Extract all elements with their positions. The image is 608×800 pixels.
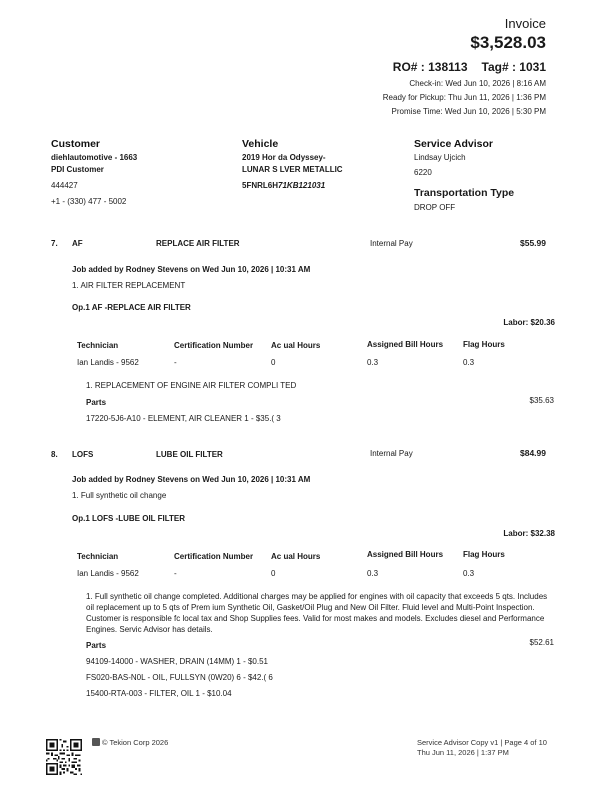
part-line: 17220-5J6-A10 - ELEMENT, AIR CLEANER 1 - $35.( 3 [86,414,281,423]
header-flag-hours: Flag Hours [463,550,505,559]
job-pay-type: Internal Pay [370,239,413,248]
advisor-heading: Service Advisor [414,138,493,150]
job-total: $55.99 [520,238,546,248]
advisor-id: 6220 [414,168,432,177]
header-certification: Certification Number [174,552,254,561]
check-in-time: Check-in: Wed Jun 10, 2026 | 8:16 AM [409,79,546,88]
job-operation: Op.1 AF -REPLACE AIR FILTER [72,303,191,312]
parts-heading: Parts [86,398,107,407]
header-actual-hours: Ac ual Hours [271,341,321,350]
job-concern: 1. Full synthetic oil change [72,491,167,500]
customer-type: PDI Customer [51,165,104,174]
transport-value: DROP OFF [414,203,456,212]
qr-code [46,739,82,775]
technician-name: Ian Landis - 9562 [77,358,139,367]
job-total: $84.99 [520,448,546,458]
parts-total: $35.63 [529,396,554,405]
ro-tag-line [383,60,546,74]
tech-note: 1. Full synthetic oil change completed. Additional charges may be applied for engines with oil capacity that exceeds 5 qts. Includes oil replacement up to 5 qts of Prem ium Synthetic Oil, Gasket/Oil Plug and New Oil Filter. Fluid level and Multi-Point Inspection. Customer is responsible fc local tax and Shop Supplies fees. Valid for most makes and models. Excludes diesel and Performance Engines. Servic Advisor has details. [86,592,548,634]
advisor-name: Lindsay Ujcich [414,153,466,162]
footer-copy-info: Service Advisor Copy v1 | Page 4 of 10 [417,738,547,747]
tag-number: Tag# : 1031 [481,60,546,74]
job-labor: Labor: $20.36 [503,318,555,327]
assigned-hours: 0.3 [367,569,379,578]
customer-number: 444427 [51,181,78,190]
ro-number: RO# : 138113 [392,60,468,74]
technician-name: Ian Landis - 9562 [77,569,139,578]
vehicle-vin [242,180,343,192]
part-line: 94109-14000 - WASHER, DRAIN (14MM) 1 - $0.51 [86,657,268,666]
flag-hours: 0.3 [463,569,475,578]
customer-name: diehlautomotive - 1663 [51,153,138,162]
parts-total: $52.61 [529,638,554,647]
tech-note: 1. REPLACEMENT OF ENGINE AIR FILTER COMPLI TED [86,381,297,390]
part-line: FS020-BAS-N0L - OIL, FULLSYN (0W20) 6 - $42.( 6 [86,673,273,682]
header-assigned-hours: Assigned Bill Hours [367,340,444,349]
actual-hours: 0 [271,569,276,578]
customer-phone: +1 - (330) 477 - 5002 [51,197,127,206]
part-line: 15400-RTA-003 - FILTER, OIL 1 - $10.04 [86,689,232,698]
job-number: 8. [51,450,58,459]
vehicle-heading: Vehicle [242,138,279,150]
copyright-text: © Tekion Corp 2026 [102,738,169,747]
vehicle-block [242,138,343,192]
header-technician: Technician [77,552,119,561]
job-added-by: Job added by Rodney Stevens on Wed Jun 10, 2026 | 10:31 AM [72,265,311,274]
certification-number: - [174,358,177,367]
customer-heading: Customer [51,138,101,150]
header-actual-hours: Ac ual Hours [271,552,321,561]
header-assigned-hours: Assigned Bill Hours [367,550,444,559]
vin-prefix: 5FNRL6H [242,181,279,190]
footer-timestamp: Thu Jun 11, 2026 | 1:37 PM [417,748,509,757]
invoice-title: Invoice [504,16,546,31]
job-labor: Labor: $32.38 [503,529,555,538]
flag-hours: 0.3 [463,358,475,367]
job-pay-type: Internal Pay [370,449,413,458]
footer-copyright [92,737,168,748]
ready-pickup-time: Ready for Pickup: Thu Jun 11, 2026 | 1:36 PM [382,93,546,102]
invoice-total: $3,528.03 [470,33,546,52]
job-added-by: Job added by Rodney Stevens on Wed Jun 10, 2026 | 10:31 AM [72,475,311,484]
job-operation: Op.1 LOFS -LUBE OIL FILTER [72,514,186,523]
invoice-header [383,16,546,119]
promise-time: Promise Time: Wed Jun 10, 2026 | 5:30 PM [391,107,546,116]
vehicle-model: 2019 Hor da Odyssey- [242,153,326,162]
job-concern: 1. AIR FILTER REPLACEMENT [72,281,186,290]
parts-heading: Parts [86,641,107,650]
job-title: LUBE OIL FILTER [156,450,223,459]
advisor-block [414,138,514,214]
actual-hours: 0 [271,358,276,367]
tekion-logo-icon [92,738,100,746]
vehicle-color: LUNAR S LVER METALLIC [242,165,343,174]
certification-number: - [174,569,177,578]
header-certification: Certification Number [174,341,254,350]
assigned-hours: 0.3 [367,358,379,367]
dates-block [383,77,546,119]
job-title: REPLACE AIR FILTER [156,239,240,248]
job-number: 7. [51,239,58,248]
vin-suffix: 71KB121031 [278,181,326,190]
transport-heading: Transportation Type [414,187,515,199]
header-flag-hours: Flag Hours [463,340,505,349]
header-technician: Technician [77,341,119,350]
job-code: LOFS [72,450,94,459]
job-code: AF [72,239,83,248]
customer-block [51,138,137,208]
